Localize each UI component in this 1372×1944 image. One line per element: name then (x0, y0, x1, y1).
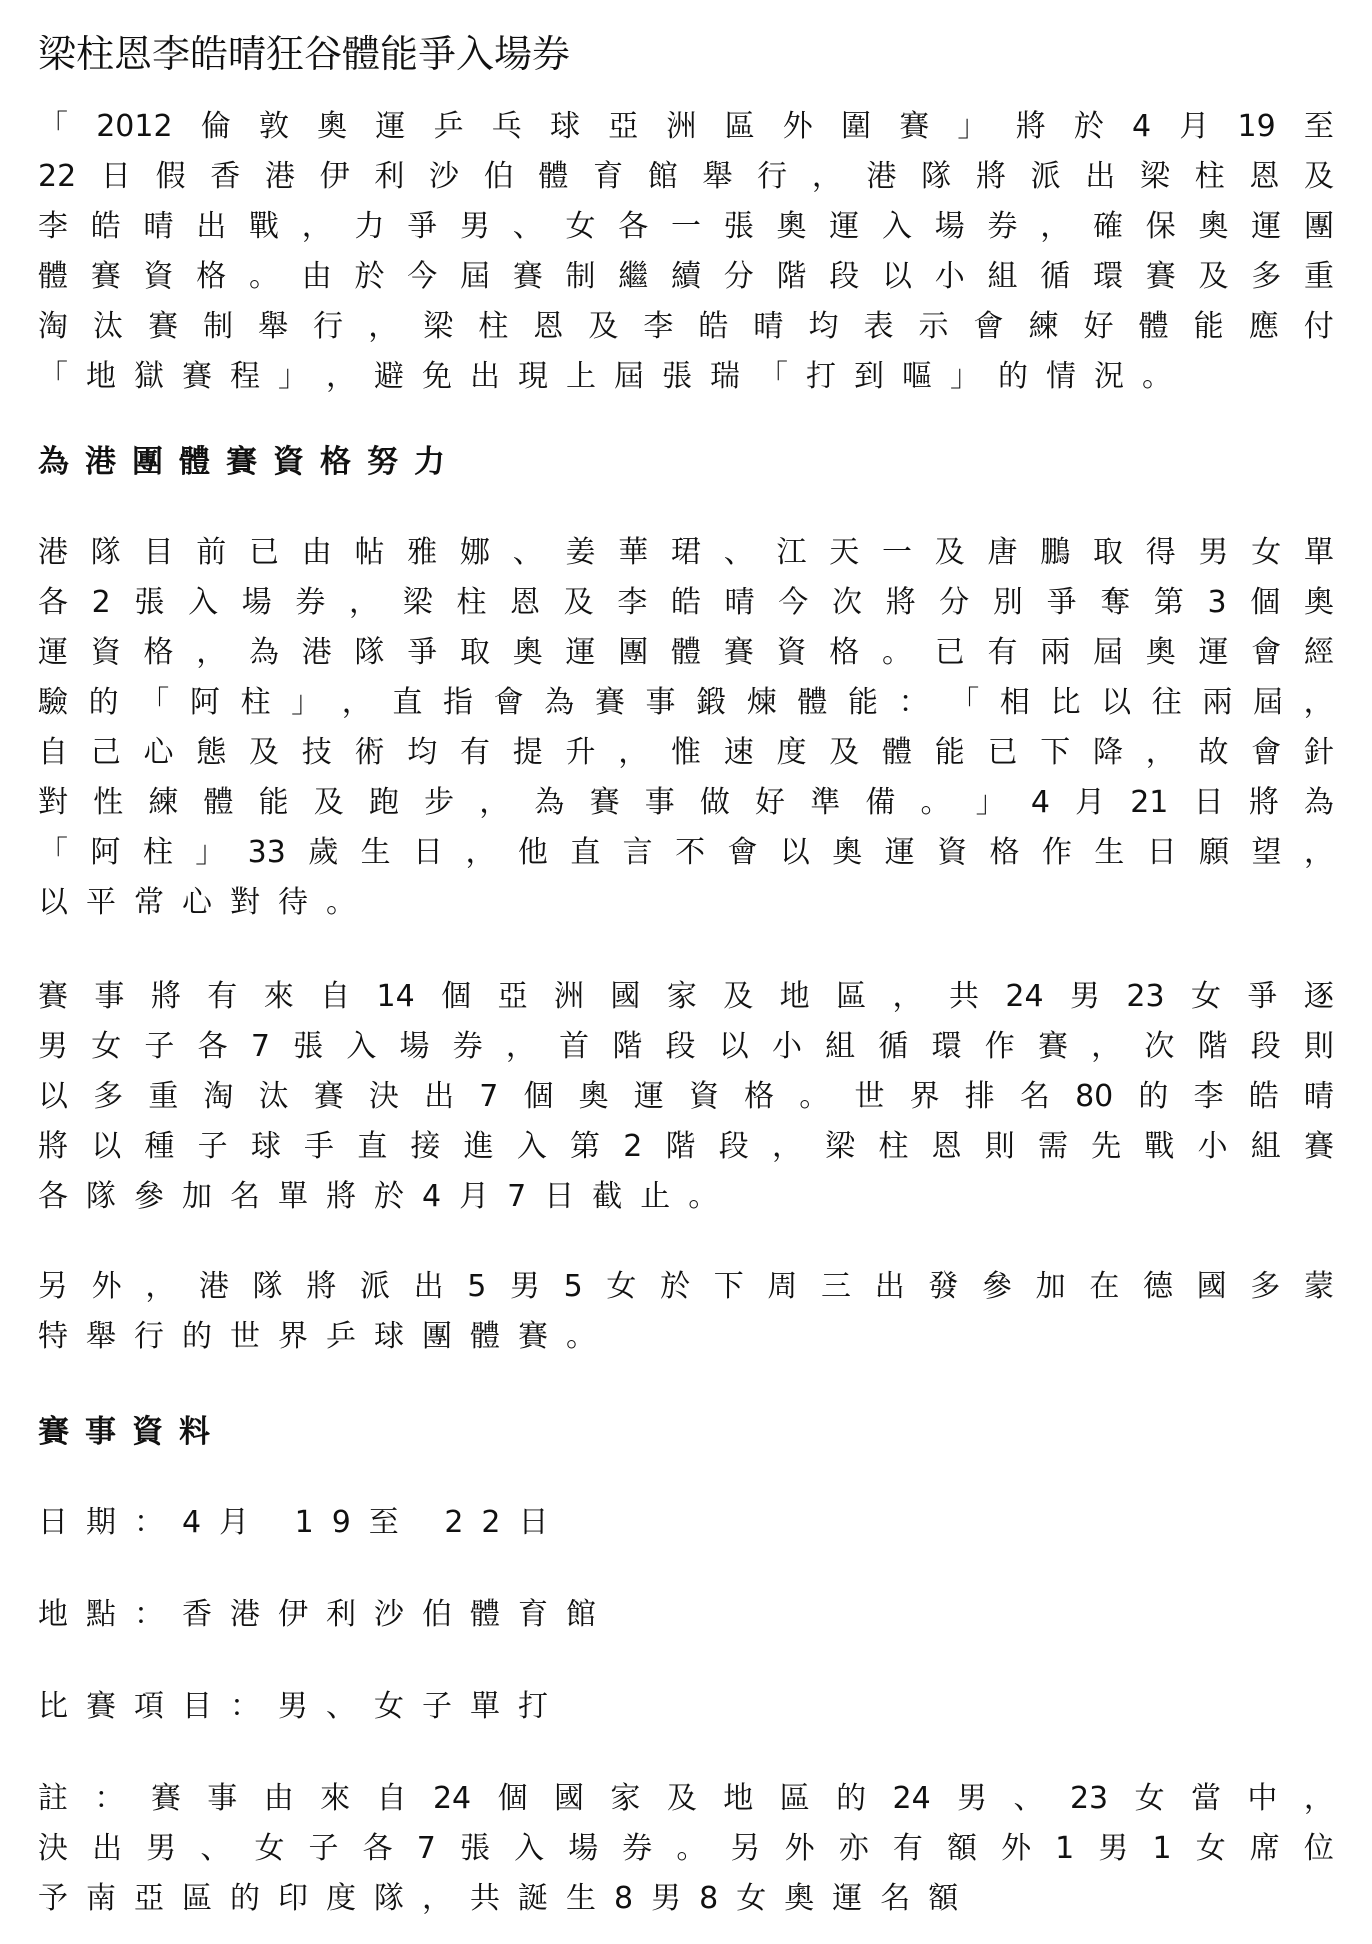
section1-line: 「 阿 柱 」 33 歲 生 日 ， 他 直 言 不 會 以 奧 運 資 格 作 生 日 願 望 ， (38, 835, 1334, 870)
event-date: 日期：4月 19至 22日 (38, 1505, 567, 1540)
section-heading-team-qualification: 為港團體賽資格努力 (38, 444, 461, 480)
section1-paragraph (38, 528, 1334, 928)
intro-line: 李 皓 晴 出 戰 ， 力 爭 男 、 女 各 一 張 奧 運 入 場 券 ， 確 保 奧 運 團 (38, 209, 1334, 244)
note-line: 決 出 男 、 女 子 各 7 張 入 場 券 。 另 外 亦 有 額 外 1 男 1 女 席 位 (38, 1831, 1334, 1866)
para2-line: 將 以 種 子 球 手 直 接 進 入 第 2 階 段 ， 梁 柱 恩 則 需 先 戰 小 組 賽 (38, 1129, 1334, 1164)
intro-line: 「 地 獄 賽 程 」 ， 避 免 出 現 上 屆 張 瑞 「 打 到 嘔 」 的 情 況 。 (38, 359, 1172, 394)
section1-line: 自 己 心 態 及 技 術 均 有 提 升 ， 惟 速 度 及 體 能 已 下 降 ， 故 會 針 (38, 735, 1334, 770)
intro-line: 淘 汰 賽 制 舉 行 ， 梁 柱 恩 及 李 皓 晴 均 表 示 會 練 好 體 能 應 付 (38, 309, 1334, 344)
event-categories: 比賽項目：男、女子單打 (38, 1689, 566, 1724)
event-venue: 地點：香港伊利沙伯體育館 (38, 1597, 614, 1632)
note-paragraph (38, 1774, 1334, 1924)
para2-line: 賽 事 將 有 來 自 14 個 亞 洲 國 家 及 地 區 ， 共 24 男 23 女 爭 逐 (38, 979, 1334, 1014)
intro-paragraph (38, 102, 1334, 402)
section1-line: 驗 的 「 阿 柱 」 ， 直 指 會 為 賽 事 鍛 煉 體 能 ： 「 相 比 以 往 兩 屆 ， (38, 685, 1334, 720)
section1-line: 以 平 常 心 對 待 。 (38, 885, 356, 920)
note-line: 註 ： 賽 事 由 來 自 24 個 國 家 及 地 區 的 24 男 、 23 女 當 中 ， (38, 1781, 1334, 1816)
para2-line: 以 多 重 淘 汰 賽 決 出 7 個 奧 運 資 格 。 世 界 排 名 80 的 李 皓 晴 (38, 1079, 1334, 1114)
section1-line: 對 性 練 體 能 及 跑 步 ， 為 賽 事 做 好 準 備 。 」 4 月 21 日 將 為 (38, 785, 1334, 820)
section-heading-event-info: 賽事資料 (38, 1414, 226, 1450)
para3-line: 另 外 ， 港 隊 將 派 出 5 男 5 女 於 下 周 三 出 發 參 加 在 德 國 多 蒙 (38, 1269, 1334, 1304)
paragraph-2 (38, 972, 1334, 1222)
article-title: 梁柱恩李皓晴狂谷體能爭入場券 (38, 32, 571, 76)
note-line: 予 南 亞 區 的 印 度 隊 ， 共 誕 生 8 男 8 女 奧 運 名 額 (38, 1881, 959, 1916)
section1-line: 港 隊 目 前 已 由 帖 雅 娜 、 姜 華 珺 、 江 天 一 及 唐 鵬 取 得 男 女 單 (38, 535, 1334, 570)
para3-line: 特 舉 行 的 世 界 乒 球 團 體 賽 。 (38, 1319, 596, 1354)
paragraph-3 (38, 1262, 1334, 1362)
section1-line: 運 資 格 ， 為 港 隊 爭 取 奧 運 團 體 賽 資 格 。 已 有 兩 屆 奧 運 會 經 (38, 635, 1334, 670)
intro-line: 22 日 假 香 港 伊 利 沙 伯 體 育 館 舉 行 ， 港 隊 將 派 出 梁 柱 恩 及 (38, 159, 1334, 194)
para2-line: 男 女 子 各 7 張 入 場 券 ， 首 階 段 以 小 組 循 環 作 賽 ， 次 階 段 則 (38, 1029, 1334, 1064)
intro-line: 體 賽 資 格 。 由 於 今 屆 賽 制 繼 續 分 階 段 以 小 組 循 環 賽 及 多 重 (38, 259, 1334, 294)
section1-line: 各 2 張 入 場 券 ， 梁 柱 恩 及 李 皓 晴 今 次 將 分 別 爭 奪 第 3 個 奧 (38, 585, 1334, 620)
intro-line: 「 2012 倫 敦 奧 運 乒 乓 球 亞 洲 區 外 圍 賽 」 將 於 4 月 19 至 (38, 109, 1334, 144)
para2-line: 各 隊 參 加 名 單 將 於 4 月 7 日 截 止 。 (38, 1179, 719, 1214)
